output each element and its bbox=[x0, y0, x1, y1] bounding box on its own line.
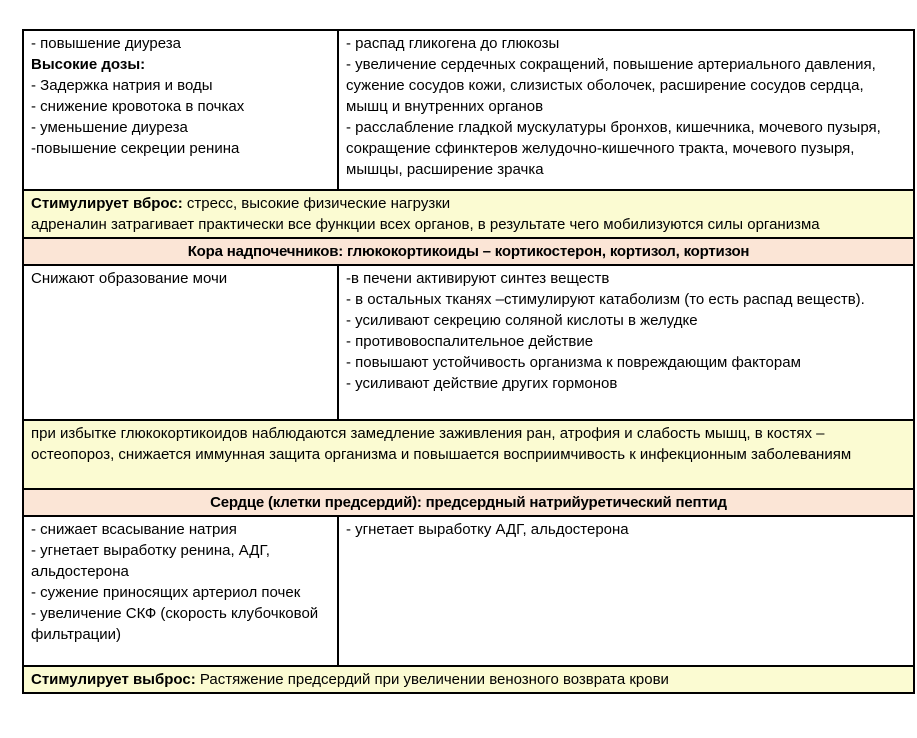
section-header-glucocorticoids bbox=[24, 237, 913, 264]
effect-line: - повышение диуреза bbox=[31, 35, 181, 52]
cell-anp-systemic-effects bbox=[339, 517, 913, 665]
effect-line: -повышение секреции ренина bbox=[31, 140, 240, 157]
cell-glucocorticoid-systemic-effects bbox=[339, 266, 913, 419]
note-line: адреналин затрагивает практически все функции всех органов, в результате чего мобилизуются силы организма bbox=[31, 216, 820, 233]
table-row-glucocorticoid-effects bbox=[24, 264, 913, 419]
section-header-text: Сердце (клетки предсердий): предсердный натрийуретический пептид bbox=[210, 494, 727, 511]
cell-glucocorticoid-kidney-effects bbox=[24, 266, 339, 419]
table-row-anp-effects bbox=[24, 515, 913, 665]
effect-line: - угнетает выработку ренина, АДГ, альдостерона bbox=[31, 542, 270, 580]
effect-line: - снижение кровотока в почках bbox=[31, 98, 245, 115]
effect-line: -в печени активируют синтез веществ bbox=[346, 270, 610, 287]
note-anp-release bbox=[24, 665, 913, 692]
effect-line: Снижают образование мочи bbox=[31, 270, 228, 287]
note-label: Стимулирует выброс: bbox=[31, 671, 196, 688]
hormones-table bbox=[22, 29, 915, 694]
effect-line: - сужение приносящих артериол почек bbox=[31, 584, 301, 601]
high-doses-heading: Высокие дозы: bbox=[31, 56, 146, 73]
effect-line: - угнетает выработку АДГ, альдостерона bbox=[346, 521, 629, 538]
cell-adrenaline-kidney-effects bbox=[24, 31, 339, 189]
note-line bbox=[31, 193, 905, 214]
effect-line: - снижает всасывание натрия bbox=[31, 521, 237, 538]
note-line: при избытке глюкокортикоидов наблюдаются замедление заживления ран, атрофия и слабость мышц, в костях – остеопороз, снижается иммунная защита организма и повышается восприимчивость к инфекционным заболеваниям bbox=[31, 425, 852, 463]
effect-line: - увеличение СКФ (скорость клубочковой фильтрации) bbox=[31, 605, 319, 643]
effect-line: - уменьшение диуреза bbox=[31, 119, 188, 136]
note-line bbox=[31, 669, 905, 690]
note-glucocorticoid-excess bbox=[24, 419, 913, 488]
effect-line: - распад гликогена до глюкозы bbox=[346, 35, 560, 52]
section-header-natriuretic-peptide bbox=[24, 488, 913, 515]
table-row-adrenaline-effects bbox=[24, 31, 913, 189]
effect-line: - в остальных тканях –стимулируют катаболизм (то есть распад веществ). bbox=[346, 291, 865, 308]
note-label: Стимулирует вброс: bbox=[31, 195, 183, 212]
effect-line: - противовоспалительное действие bbox=[346, 333, 594, 350]
note-text: Растяжение предсердий при увеличении венозного возврата крови bbox=[195, 671, 669, 688]
cell-anp-kidney-effects bbox=[24, 517, 339, 665]
effect-line: - Задержка натрия и воды bbox=[31, 77, 213, 94]
effect-line: - усиливают секрецию соляной кислоты в желудке bbox=[346, 312, 698, 329]
section-header-text: Кора надпочечников: глюкокортикоиды – кортикостерон, кортизол, кортизон bbox=[187, 243, 750, 260]
note-adrenaline-release bbox=[24, 189, 913, 237]
effect-line: - расслабление гладкой мускулатуры бронхов, кишечника, мочевого пузыря, сокращение сфинктеров желудочно-кишечного тракта, мочевого пузыря, мышцы, расширение зрачка bbox=[346, 119, 881, 178]
note-text: стресс, высокие физические нагрузки bbox=[182, 195, 451, 212]
effect-line: - увеличение сердечных сокращений, повышение артериального давления, сужение сосудов кожи, слизистых оболочек, расширение сосудов сердца, мышц и внутренних органов bbox=[346, 56, 876, 115]
cell-adrenaline-systemic-effects bbox=[339, 31, 913, 189]
effect-line: - усиливают действие других гормонов bbox=[346, 375, 618, 392]
effect-line: - повышают устойчивость организма к повреждающим факторам bbox=[346, 354, 801, 371]
